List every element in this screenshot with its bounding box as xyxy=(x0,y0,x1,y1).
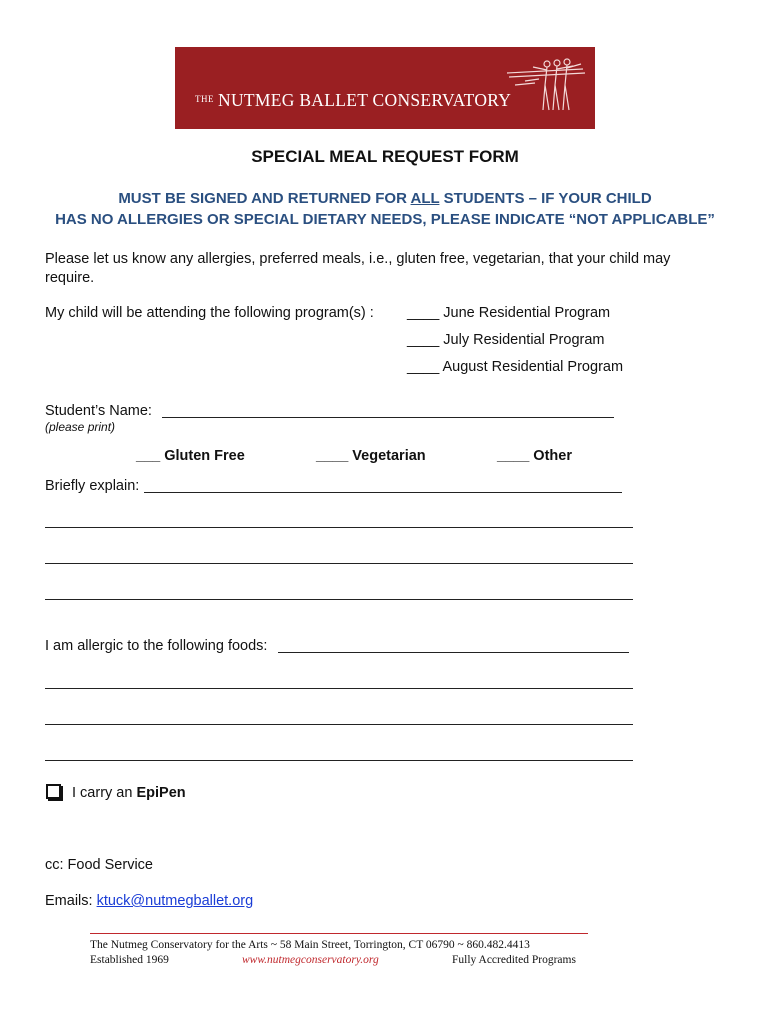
epipen-checkbox[interactable] xyxy=(46,784,61,799)
diet-option-vegetarian[interactable]: ____ Vegetarian xyxy=(316,448,426,464)
page-title: SPECIAL MEAL REQUEST FORM xyxy=(251,147,519,166)
epipen-label: I carry an EpiPen xyxy=(72,785,186,801)
footer-website-link[interactable]: www.nutmegconservatory.org xyxy=(242,954,379,966)
logo-name: NUTMEG BALLET CONSERVATORY xyxy=(218,90,512,110)
dancers-logo-icon xyxy=(505,55,587,117)
student-name-field[interactable] xyxy=(162,417,614,418)
allergy-field-line-3[interactable] xyxy=(45,724,633,725)
logo-banner xyxy=(175,47,595,129)
allergy-field-line-4[interactable] xyxy=(45,760,633,761)
allergy-field-line-2[interactable] xyxy=(45,688,633,689)
footer-established: Established 1969 xyxy=(90,954,169,966)
footer-address: The Nutmeg Conservatory for the Arts ~ 58 Main Street, Torrington, CT 06790 ~ 860.482.4413 xyxy=(90,939,530,951)
program-option-august[interactable]: ____ August Residential Program xyxy=(407,359,624,375)
allergic-label: I am allergic to the following foods: xyxy=(45,638,268,654)
program-option-june[interactable]: ____ June Residential Program xyxy=(407,305,611,321)
allergy-field-line-1[interactable] xyxy=(278,652,629,653)
notice-all: ALL xyxy=(410,190,440,207)
intro-text: Please let us know any allergies, preferred meals, i.e., gluten free, vegetarian, that your child may require. xyxy=(45,251,671,286)
diet-option-gluten-free[interactable]: ___ Gluten Free xyxy=(136,448,245,464)
logo-prefix: THE xyxy=(195,94,214,104)
cc-text: cc: Food Service xyxy=(45,857,153,873)
notice-line-2: HAS NO ALLERGIES OR SPECIAL DIETARY NEEDS, PLEASE INDICATE “NOT APPLICABLE” xyxy=(55,211,715,228)
explain-field-line-1[interactable] xyxy=(144,492,622,493)
program-option-july[interactable]: ____ July Residential Program xyxy=(407,332,605,348)
notice-line-1: MUST BE SIGNED AND RETURNED FOR ALL STUDENTS – IF YOUR CHILD xyxy=(118,190,652,207)
footer-divider xyxy=(90,933,588,934)
explain-field-line-4[interactable] xyxy=(45,599,633,600)
diet-option-other[interactable]: ____ Other xyxy=(497,448,572,464)
email-link[interactable]: ktuck@nutmegballet.org xyxy=(96,893,254,909)
emails-line: Emails: ktuck@nutmegballet.org xyxy=(45,893,254,909)
footer-accredited: Fully Accredited Programs xyxy=(452,954,576,966)
explain-field-line-3[interactable] xyxy=(45,563,633,564)
student-name-label: Student’s Name: xyxy=(45,403,152,419)
programs-label: My child will be attending the following program(s) : xyxy=(45,305,374,321)
explain-field-line-2[interactable] xyxy=(45,527,633,528)
explain-label: Briefly explain: xyxy=(45,478,140,494)
student-name-hint: (please print) xyxy=(45,420,116,434)
